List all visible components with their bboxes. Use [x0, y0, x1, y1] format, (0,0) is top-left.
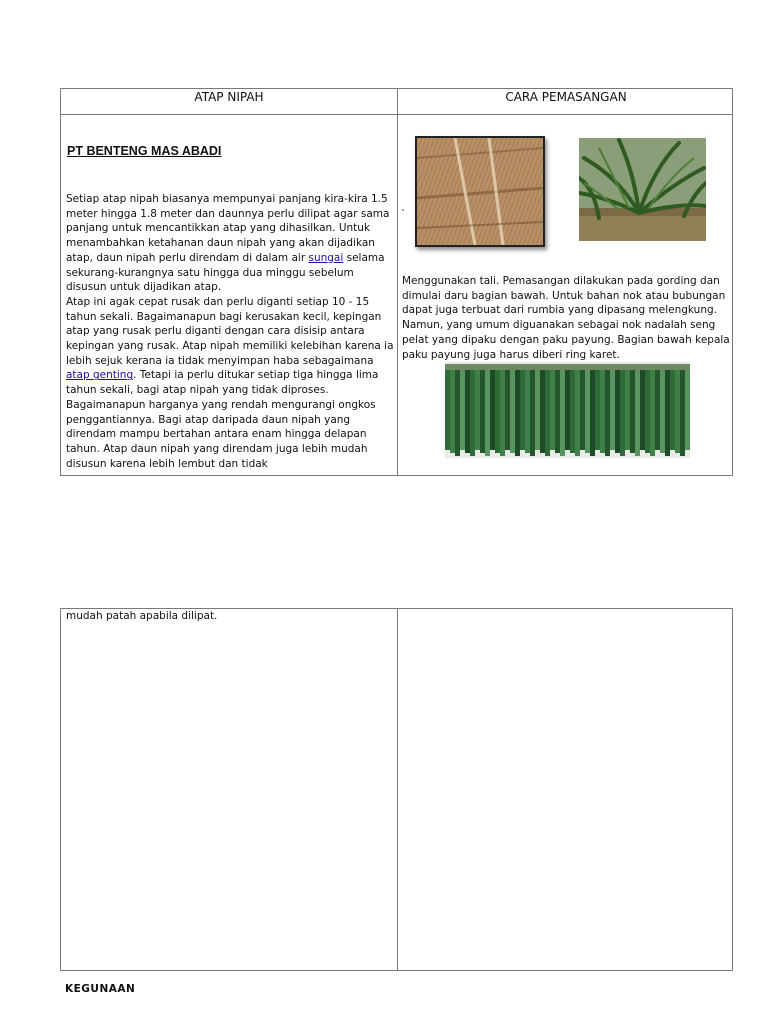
- main-table: [60, 88, 733, 476]
- thatch-roof-image: [415, 136, 545, 247]
- link-sungai[interactable]: sungai: [308, 251, 344, 264]
- nipah-leaf-panels-image: [445, 362, 690, 458]
- installation-description: Menggunakan tali. Pemasangan dilakukan pada gording dan dimulai daru bagian bawah. Untuk bahan nok atau bubungan dapat juga terbuat dari rumbia yang dipasang melengkung. Namun, yang umum diguanakan sebagai nok nadalah seng pelat yang dipaku dengan paku payung. Bagian bawah kepala paku payung juga harus diberi ring karet.: [402, 275, 730, 361]
- column-divider: [397, 609, 398, 970]
- desc-text-1: Setiap atap nipah biasanya mempunyai panjang kira-kira 1.5 meter hingga 1.8 meter dan daunnya perlu dilipat agar sama panjang untuk mencantikkan atap yang dihasilkan. Untuk menambahkan ketahanan daun nipah yang akan dijadikan atap, daun nipah perlu direndam di dalam air: [66, 193, 390, 264]
- stray-mark: `: [401, 209, 406, 220]
- header-cara-pemasangan: CARA PEMASANGAN: [505, 90, 627, 104]
- header-atap-nipah: ATAP NIPAH: [194, 90, 264, 104]
- continuation-text: mudah patah apabila dilipat.: [66, 610, 218, 622]
- desc-text-4: . Tetapi ia perlu ditukar setiap tiga hingga lima tahun sekali, bagi atap nipah yang tidak diproses. Bagaimanapun harganya yang rendah mengurangi ongkos penggantiannya. Bagi atap daripada daun nipah yang direndam mampu bertahan antara enam hingga delapan tahun. Atap daun nipah yang direndam juga lebih mudah disusun karena lebih lembut dan tidak: [66, 369, 379, 470]
- continuation-table: [60, 608, 733, 971]
- company-title: PT BENTENG MAS ABADI: [67, 144, 222, 158]
- nipah-palm-image: [579, 138, 706, 241]
- desc-text-3: Atap ini agak cepat rusak dan perlu diganti setiap 10 - 15 tahun sekali. Bagaimanapun bagi kerusakan kecil, kepingan atap yang rusak perlu diganti dengan cara disisip antara kepingan yang rusak. Atap nipah memiliki kelebihan karena ia lebih sejuk kerana ia tidak menyimpan haba sebagaimana: [66, 295, 394, 367]
- atap-nipah-description: [66, 192, 394, 471]
- column-divider: [397, 89, 398, 475]
- section-heading-kegunaan: KEGUNAAN: [65, 983, 136, 995]
- link-atap-genting[interactable]: atap genting: [66, 369, 134, 382]
- desc-text-2: selama sekurang-kurangnya satu hingga dua minggu sebelum disusun untuk dijadikan atap.: [66, 251, 385, 294]
- header-divider: [61, 114, 732, 115]
